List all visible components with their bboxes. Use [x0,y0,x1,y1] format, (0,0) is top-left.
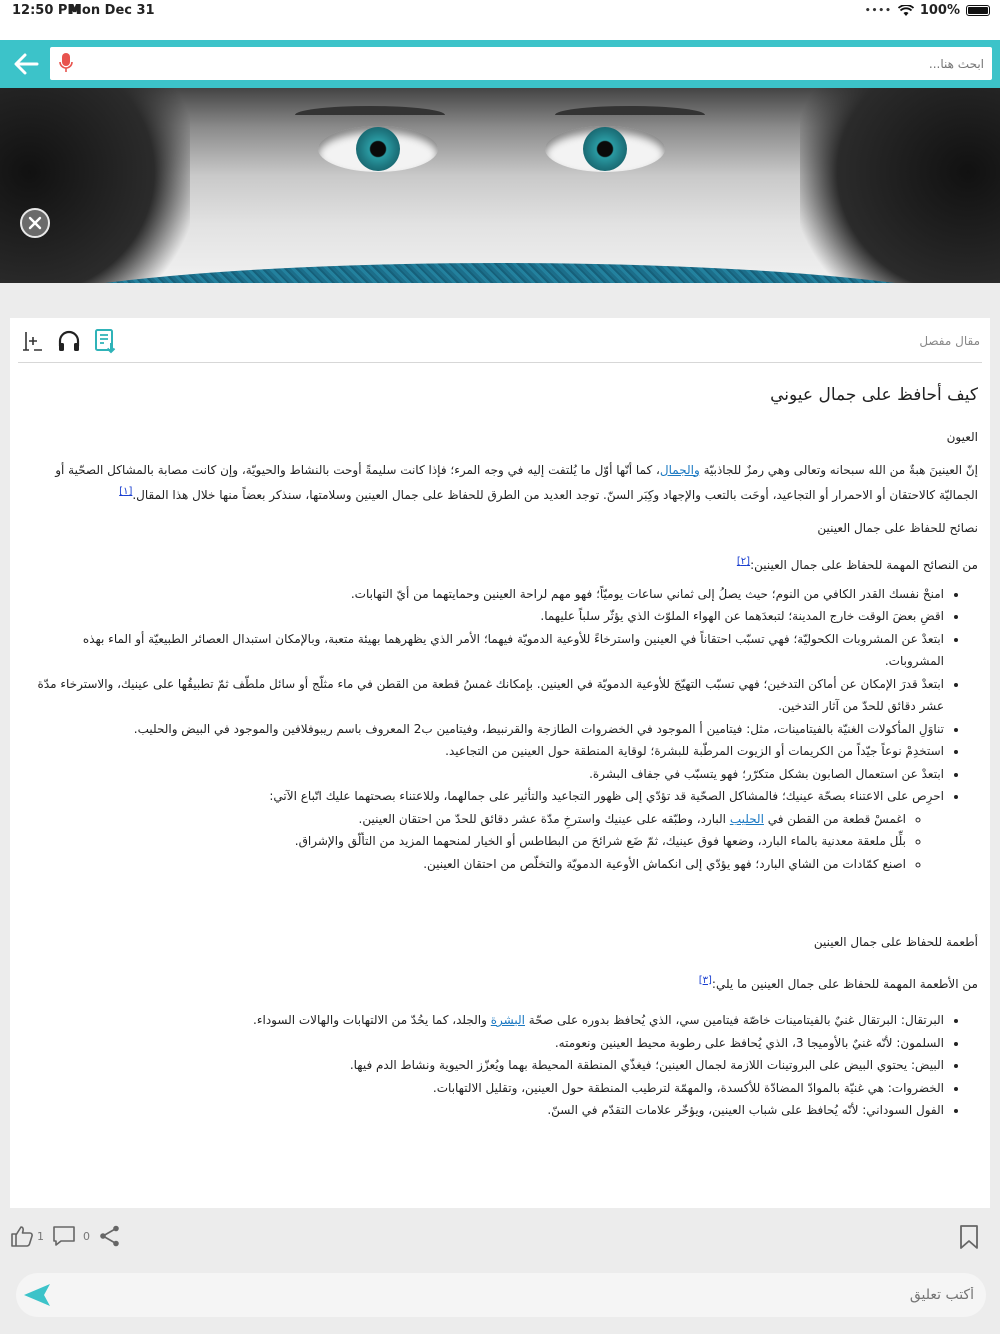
list-item: • البيض: يحتوي البيض على البروتينات اللازمة لجمال العينين؛ فيغذّي المنطقة المحيطة بهما ويُعزّز الحيوية ونشاط الدم فيها. [24,1054,944,1077]
hero-eye-right [545,126,665,172]
link-skin[interactable]: البشرة [490,1013,525,1027]
search-input[interactable] [82,51,984,76]
comment-bar [16,1273,986,1317]
hero-brow-right [555,106,705,124]
headphones-icon [57,329,81,353]
like-count: 1 [37,1230,44,1243]
foods-intro [24,970,978,996]
wifi-icon [898,5,914,17]
font-size-button[interactable] [20,328,46,354]
link-milk[interactable]: الحليب [729,811,764,826]
list-item: • تناوَلِ المأكولات الغنيّة بالفيتامينات، مثل: فيتامين أ الموجود في الخضروات الطازجة والقرنبيط، وفيتامين ب2 المعروف باسم ريبوفلافين والموجود في البيض والحليب. [24,718,944,741]
battery-icon [966,5,990,16]
back-button[interactable] [8,46,44,82]
signal-icon: •••• [864,5,892,16]
comment-input[interactable] [76,1283,974,1307]
intro-text-b: ، كما أنّها أوّل ما يُلتفت إليه في وجه المرء؛ فإذا كانت سليمةً أوحت بالنشاط والحيويّة، وإن كانت مصابة بالمشاكل الصحّية أو الجماليّة كالاحتقان أو الاحمرار أو التجاعيد، أوحَت بالتعب والإجهاد وكِبَر السنّ. توجد العديد من الطرق للحفاظ على جمال العينين وسلامتها، سنذكر بعضاً منها خلال هذا المقال. [55,462,978,502]
like-icon [10,1224,34,1248]
card-divider [18,362,982,363]
microphone-icon[interactable] [58,52,74,74]
foods-intro-text: من الأطعمة المهمة للحفاظ على جمال العينين ما يلي: [711,976,978,991]
sub-tip-text-a: اغمسْ قطعة من القطن في [763,811,906,826]
list-item: • الفول السوداني: لأنّه يُحافظ على شباب العينين، ويؤخّر علامات التقدّم في السنّ. [24,1099,944,1122]
list-item [24,1009,944,1032]
hero-hair-left [0,88,190,283]
hero-eye-left [318,126,438,172]
food-text-a: البرتقال: البرتقال غنيٌ بالفيتامينات خاصّة فيتامين سي، الذي يُحافظ بدوره على صحّة [524,1013,944,1027]
link-beauty[interactable]: والجمال [659,462,700,477]
sub-tip-text-b: البارد، وطبّقه على عينيك واسترخِ مدّة عشر دقائق للحدّ من احتقان العينين. [358,811,730,826]
close-icon [28,216,42,230]
send-icon[interactable] [22,1282,52,1308]
foods-list [24,1009,978,1122]
search-bar [0,40,1000,88]
list-item [24,785,944,875]
reference-link-3[interactable]: [٣] [698,974,712,986]
listen-button[interactable] [56,328,82,354]
food-text-b: والجلد، كما يحُدّ من الالتهابات والهالات السوداء. [253,1013,491,1027]
article-card [10,318,990,1208]
article-title: كيف أحافظ على جمال عيوني [770,385,978,405]
list-item: • ابتعدْ عن المشروبات الكحوليّة؛ فهي تسبّب احتقاناً في العينين واسترخاءً للأوعية الدمويّة فيهما؛ الأمر الذي يظهرهما بهيئة متعبة، وبالإمكان استبدال العصائر الطبيعيّة أو الماء بهذه المشروبات. [24,628,944,673]
article-type-label: مقال مفصل [919,334,980,348]
bookmark-icon [958,1224,980,1250]
hero-brow-left [295,106,445,124]
tips-intro [24,551,978,577]
search-box [50,47,992,80]
status-date: Mon Dec 31 [69,3,155,18]
list-item: • اقضِ بعضَ الوقت خارج المدينة؛ لتبعدَهما عن الهواء الملوّث الذي يؤثّر سلباً عليهما. [24,605,944,628]
share-button[interactable] [98,1224,122,1248]
battery-percent: 100% [919,3,960,18]
article-body [24,380,978,1122]
list-item: • امنحْ نفسك القدر الكافي من النوم؛ حيث يصلُ إلى ثماني ساعات يوميّاً؛ فهو مهم لراحة العينين وحمايتهما من أيّ التهابات. [24,583,944,606]
intro-paragraph [24,459,978,507]
sub-list-item: ◦ بلِّل ملعقة معدنية بالماء البارد، وضعها فوق عينيك، ثمّ ضَع شرائحَ من البطاطس أو الخيار لمنحهما المزيد من التألّق والإشراق. [24,830,906,853]
comment-button[interactable] [52,1224,76,1248]
sub-tips-list [24,808,944,876]
like-button[interactable] [10,1224,34,1248]
font-size-icon [22,329,44,353]
list-item: • الخضروات: هي غنيّة بالموادّ المضادّة للأكسدة، والمهمّة لترطيب المنطقة حول العينين، وتقليل الالتهابات. [24,1077,944,1100]
hero-hair-right [800,88,1000,283]
back-arrow-icon [13,53,39,75]
bookmark-button[interactable] [958,1224,980,1250]
reference-link-1[interactable]: [١] [119,486,133,497]
list-item: • استخدِمْ نوعاً جيّداً من الكريمات أو الزيوت المرطّبة للبشرة؛ لوقاية المنطقة حول العينين من التجاعيد. [24,740,944,763]
list-item: • ابتعدْ عن استعمال الصابون بشكل متكرّر؛ فهو يتسبّب في جفاف البشرة. [24,763,944,786]
download-article-button[interactable] [92,328,118,354]
comment-icon [52,1224,76,1248]
sub-list-item: ◦ اصنع كمّادات من الشاي البارد؛ فهو يؤدّي إلى انكماش الأوعية الدمويّة والتخلّص من احتقان العينين. [24,853,906,876]
share-icon [98,1224,122,1248]
tips-list [24,583,978,876]
tips-intro-text: من النصائح المهمة للحفاظ على جمال العينين: [750,558,978,572]
tips-heading: نصائح للحفاظ على جمال العينين [817,520,978,535]
section-heading-eyes: العيون [946,430,978,444]
comment-count: 0 [83,1230,90,1243]
sub-list-item [24,808,906,831]
article-actions [0,1210,1000,1264]
close-button[interactable] [20,208,50,238]
foods-heading: أطعمة للحفاظ على جمال العينين [813,935,978,949]
document-download-icon [93,328,117,354]
status-time: 12:50 PM [12,3,81,18]
status-right [865,3,990,18]
list-item: • ابتعدْ قدرَ الإمكان عن أماكن التدخين؛ فهي تسبّب التهيّجَ للأوعية الدمويّة في العينين. بإمكانك غمسُ قطعة من القطن في ماء مثلّج أو سائل ملطّف ثمّ تطبيقُها على عينيك، والاسترخاء مدّة عشر دقائق للحدّ من آثار التدخين. [24,673,944,718]
hero-image [0,88,1000,283]
status-bar [0,0,1000,40]
reference-link-2[interactable]: [٢] [736,556,751,567]
intro-text-a: إنّ العينينَ هبةٌ من الله سبحانه وتعالى وهي رمزٌ للجاذبيّة [699,462,978,477]
list-item-text: احرِص على الاعتناء بصحّة عينيك؛ فالمشاكل الصحّية قد تؤدّي إلى ظهور التجاعيد والتأثير على جمالهما، وللاعتناء بصحتهما عليك اتّباع الآتي: [269,789,944,803]
list-item: • السلمون: لأنّه غنيٌ بالأوميجا 3، الذي يُحافظ على رطوبة محيط العينين ونعومته. [24,1032,944,1055]
